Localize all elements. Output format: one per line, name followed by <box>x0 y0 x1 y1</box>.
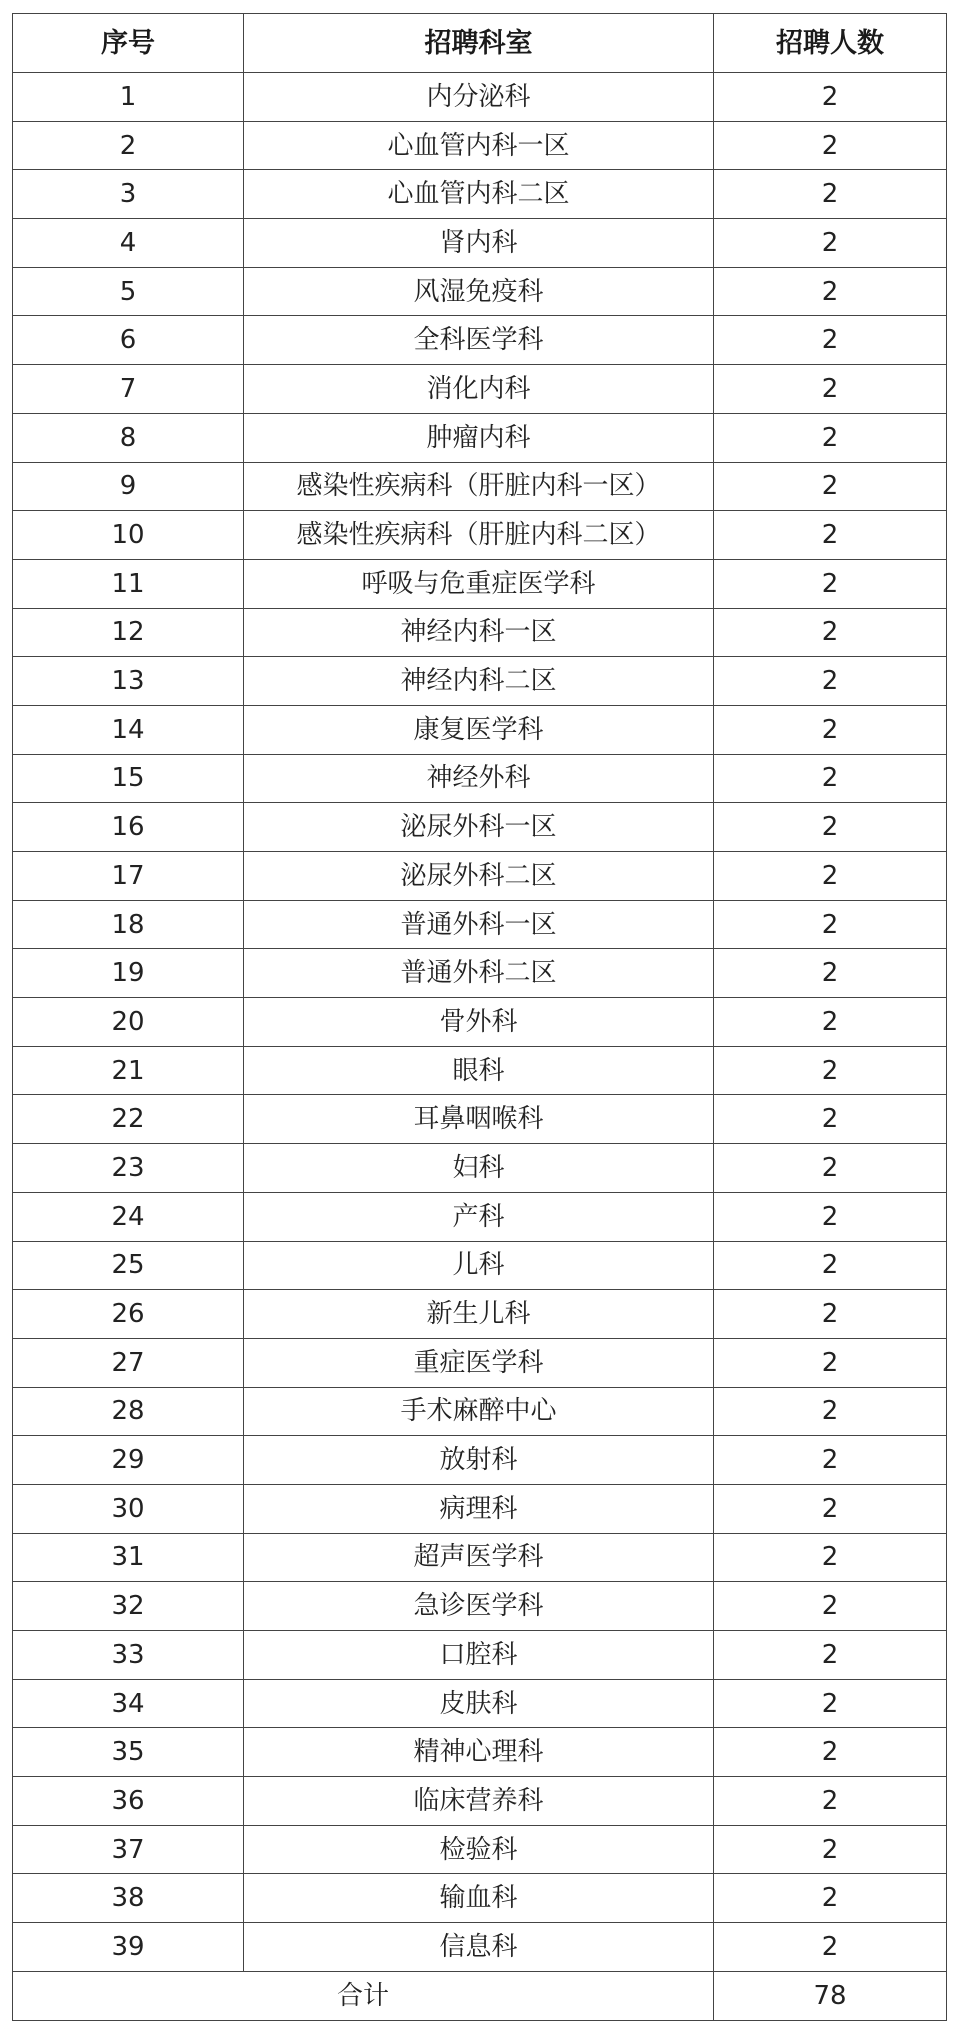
table-row <box>13 657 947 706</box>
row-headcount: 2 <box>714 1777 947 1826</box>
row-serial-number: 27 <box>13 1338 244 1387</box>
row-headcount: 2 <box>714 267 947 316</box>
row-serial-number: 37 <box>13 1825 244 1874</box>
table-row <box>13 1874 947 1923</box>
table-row <box>13 1144 947 1193</box>
row-department: 信息科 <box>244 1923 714 1972</box>
row-headcount: 2 <box>714 1241 947 1290</box>
row-department: 肿瘤内科 <box>244 413 714 462</box>
table-row <box>13 559 947 608</box>
row-serial-number: 4 <box>13 219 244 268</box>
row-department: 康复医学科 <box>244 705 714 754</box>
row-department: 临床营养科 <box>244 1777 714 1826</box>
row-department: 泌尿外科一区 <box>244 803 714 852</box>
table-row <box>13 852 947 901</box>
table-row <box>13 1631 947 1680</box>
header-row <box>13 14 947 73</box>
table-row <box>13 219 947 268</box>
table-row <box>13 1582 947 1631</box>
table-row <box>13 511 947 560</box>
row-serial-number: 10 <box>13 511 244 560</box>
row-headcount: 2 <box>714 316 947 365</box>
header-serial-number: 序号 <box>13 14 244 73</box>
table-row <box>13 365 947 414</box>
row-serial-number: 3 <box>13 170 244 219</box>
table-row <box>13 316 947 365</box>
row-department: 骨外科 <box>244 998 714 1047</box>
row-serial-number: 38 <box>13 1874 244 1923</box>
row-department: 重症医学科 <box>244 1338 714 1387</box>
row-department: 儿科 <box>244 1241 714 1290</box>
row-serial-number: 28 <box>13 1387 244 1436</box>
row-department: 神经内科一区 <box>244 608 714 657</box>
row-department: 心血管内科二区 <box>244 170 714 219</box>
table-row <box>13 267 947 316</box>
row-serial-number: 24 <box>13 1192 244 1241</box>
row-headcount: 2 <box>714 754 947 803</box>
table-row <box>13 1825 947 1874</box>
table-row <box>13 170 947 219</box>
row-serial-number: 2 <box>13 121 244 170</box>
row-serial-number: 7 <box>13 365 244 414</box>
row-serial-number: 33 <box>13 1631 244 1680</box>
row-headcount: 2 <box>714 852 947 901</box>
row-serial-number: 31 <box>13 1533 244 1582</box>
recruitment-table-container <box>12 13 946 2021</box>
row-serial-number: 9 <box>13 462 244 511</box>
table-row <box>13 1484 947 1533</box>
row-serial-number: 6 <box>13 316 244 365</box>
table-row <box>13 1728 947 1777</box>
row-department: 妇科 <box>244 1144 714 1193</box>
total-count: 78 <box>714 1971 947 2020</box>
row-serial-number: 39 <box>13 1923 244 1972</box>
row-headcount: 2 <box>714 1436 947 1485</box>
row-serial-number: 32 <box>13 1582 244 1631</box>
total-row <box>13 1971 947 2020</box>
row-department: 检验科 <box>244 1825 714 1874</box>
table-row <box>13 1338 947 1387</box>
table-row <box>13 1436 947 1485</box>
table-footer <box>13 1971 947 2020</box>
row-department: 新生儿科 <box>244 1290 714 1339</box>
row-serial-number: 34 <box>13 1679 244 1728</box>
row-serial-number: 15 <box>13 754 244 803</box>
row-department: 放射科 <box>244 1436 714 1485</box>
row-department: 内分泌科 <box>244 73 714 122</box>
header-department: 招聘科室 <box>244 14 714 73</box>
table-row <box>13 1777 947 1826</box>
row-serial-number: 30 <box>13 1484 244 1533</box>
table-row <box>13 1679 947 1728</box>
recruitment-table <box>12 13 947 2021</box>
row-serial-number: 14 <box>13 705 244 754</box>
row-headcount: 2 <box>714 1923 947 1972</box>
row-headcount: 2 <box>714 657 947 706</box>
row-department: 急诊医学科 <box>244 1582 714 1631</box>
row-department: 风湿免疫科 <box>244 267 714 316</box>
row-headcount: 2 <box>714 1631 947 1680</box>
row-headcount: 2 <box>714 1290 947 1339</box>
row-serial-number: 22 <box>13 1095 244 1144</box>
row-headcount: 2 <box>714 1533 947 1582</box>
row-serial-number: 23 <box>13 1144 244 1193</box>
row-serial-number: 29 <box>13 1436 244 1485</box>
row-headcount: 2 <box>714 1484 947 1533</box>
total-label: 合计 <box>13 1971 714 2020</box>
row-headcount: 2 <box>714 365 947 414</box>
row-department: 感染性疾病科（肝脏内科一区） <box>244 462 714 511</box>
header-headcount: 招聘人数 <box>714 14 947 73</box>
table-header <box>13 14 947 73</box>
row-headcount: 2 <box>714 73 947 122</box>
row-department: 消化内科 <box>244 365 714 414</box>
row-headcount: 2 <box>714 803 947 852</box>
table-row <box>13 1923 947 1972</box>
row-department: 心血管内科一区 <box>244 121 714 170</box>
table-row <box>13 1046 947 1095</box>
row-department: 精神心理科 <box>244 1728 714 1777</box>
row-department: 输血科 <box>244 1874 714 1923</box>
row-headcount: 2 <box>714 1387 947 1436</box>
row-department: 眼科 <box>244 1046 714 1095</box>
table-body <box>13 73 947 1972</box>
row-headcount: 2 <box>714 705 947 754</box>
table-row <box>13 803 947 852</box>
row-department: 普通外科一区 <box>244 900 714 949</box>
table-row <box>13 608 947 657</box>
row-headcount: 2 <box>714 900 947 949</box>
row-department: 感染性疾病科（肝脏内科二区） <box>244 511 714 560</box>
row-headcount: 2 <box>714 219 947 268</box>
row-serial-number: 11 <box>13 559 244 608</box>
row-department: 手术麻醉中心 <box>244 1387 714 1436</box>
table-row <box>13 73 947 122</box>
row-department: 神经内科二区 <box>244 657 714 706</box>
row-serial-number: 20 <box>13 998 244 1047</box>
row-headcount: 2 <box>714 511 947 560</box>
row-department: 超声医学科 <box>244 1533 714 1582</box>
row-headcount: 2 <box>714 949 947 998</box>
row-serial-number: 18 <box>13 900 244 949</box>
row-serial-number: 36 <box>13 1777 244 1826</box>
row-department: 耳鼻咽喉科 <box>244 1095 714 1144</box>
row-serial-number: 12 <box>13 608 244 657</box>
row-headcount: 2 <box>714 1338 947 1387</box>
row-headcount: 2 <box>714 1046 947 1095</box>
table-row <box>13 1533 947 1582</box>
row-headcount: 2 <box>714 1144 947 1193</box>
row-department: 泌尿外科二区 <box>244 852 714 901</box>
row-serial-number: 16 <box>13 803 244 852</box>
row-headcount: 2 <box>714 1874 947 1923</box>
table-row <box>13 1387 947 1436</box>
row-serial-number: 17 <box>13 852 244 901</box>
row-headcount: 2 <box>714 121 947 170</box>
row-department: 皮肤科 <box>244 1679 714 1728</box>
row-department: 产科 <box>244 1192 714 1241</box>
row-serial-number: 21 <box>13 1046 244 1095</box>
row-serial-number: 26 <box>13 1290 244 1339</box>
table-row <box>13 1290 947 1339</box>
table-row <box>13 900 947 949</box>
row-department: 口腔科 <box>244 1631 714 1680</box>
row-headcount: 2 <box>714 1192 947 1241</box>
row-headcount: 2 <box>714 608 947 657</box>
table-row <box>13 998 947 1047</box>
row-department: 病理科 <box>244 1484 714 1533</box>
table-row <box>13 121 947 170</box>
row-headcount: 2 <box>714 1825 947 1874</box>
row-serial-number: 8 <box>13 413 244 462</box>
row-headcount: 2 <box>714 559 947 608</box>
row-headcount: 2 <box>714 1679 947 1728</box>
row-headcount: 2 <box>714 170 947 219</box>
row-department: 神经外科 <box>244 754 714 803</box>
row-department: 呼吸与危重症医学科 <box>244 559 714 608</box>
table-row <box>13 462 947 511</box>
row-serial-number: 25 <box>13 1241 244 1290</box>
row-department: 肾内科 <box>244 219 714 268</box>
row-headcount: 2 <box>714 1095 947 1144</box>
table-row <box>13 754 947 803</box>
table-row <box>13 413 947 462</box>
row-serial-number: 5 <box>13 267 244 316</box>
table-row <box>13 705 947 754</box>
table-row <box>13 1192 947 1241</box>
table-row <box>13 1241 947 1290</box>
table-row <box>13 949 947 998</box>
row-headcount: 2 <box>714 462 947 511</box>
row-headcount: 2 <box>714 1728 947 1777</box>
table-row <box>13 1095 947 1144</box>
row-department: 全科医学科 <box>244 316 714 365</box>
row-serial-number: 35 <box>13 1728 244 1777</box>
row-headcount: 2 <box>714 1582 947 1631</box>
row-headcount: 2 <box>714 998 947 1047</box>
row-headcount: 2 <box>714 413 947 462</box>
row-serial-number: 13 <box>13 657 244 706</box>
row-serial-number: 19 <box>13 949 244 998</box>
row-department: 普通外科二区 <box>244 949 714 998</box>
row-serial-number: 1 <box>13 73 244 122</box>
